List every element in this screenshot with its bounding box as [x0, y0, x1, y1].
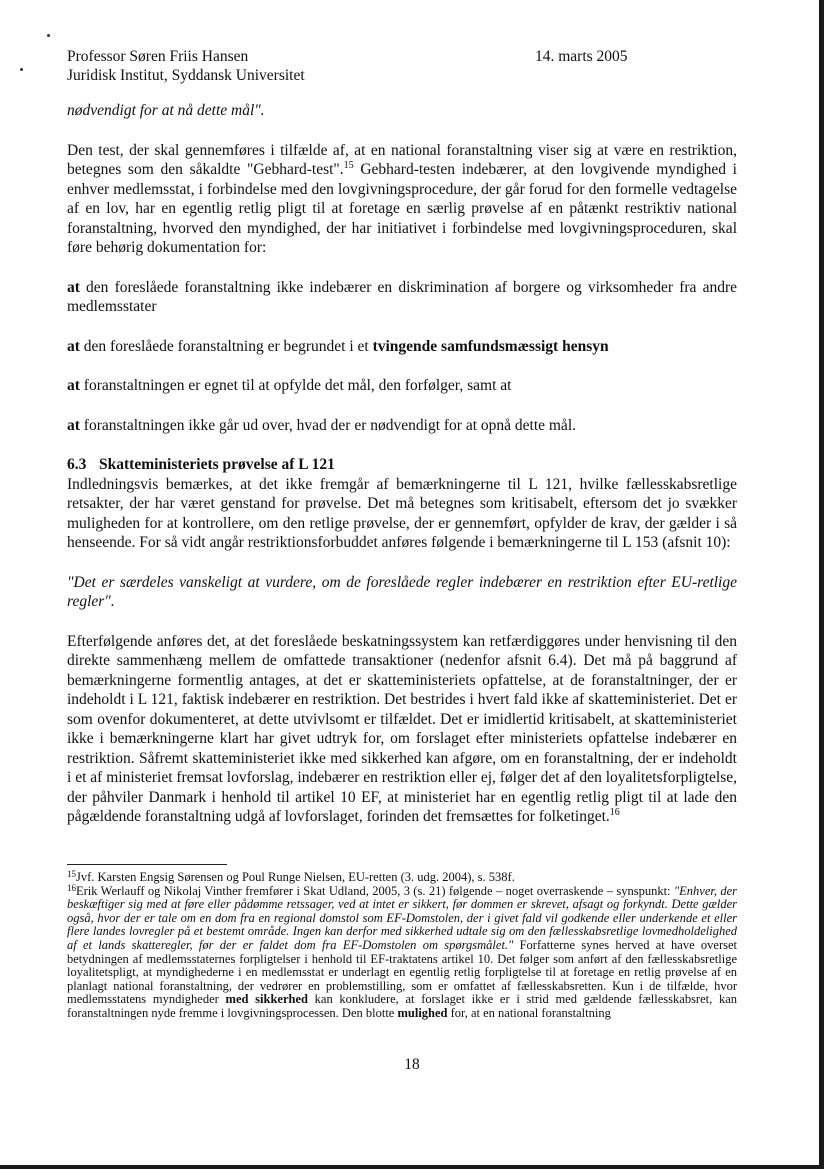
scan-speck	[47, 34, 50, 37]
page-number: 18	[404, 1056, 420, 1073]
scan-edge-right	[819, 0, 824, 1169]
main-content	[67, 101, 737, 827]
footnotes	[67, 871, 737, 1021]
paragraph-gebhard-test: Den test, der skal gennemføres i tilfælde af, at en national foranstaltning viser sig at være en restriktion, betegnes som den såkaldte "Gebhard-test".$^{15}$ Gebhard-testen indebærer, at den lovgivende myndighed i enhver medlemsstat, i forbindelse med den lovgivningsprocedure, der går forud for den formelle vedtagelse af en lov, har en egentlig retlig pligt til at foretage en særlig prøvelse af en påtænkt restriktiv national foranstaltning, hvorved den myndighed, der har initiativet i forbindelse med lovgivningsproceduren, skal føre behørig dokumentation for:	[67, 141, 737, 256]
section-number: 6.3	[67, 456, 87, 473]
criteria-item-1: at den foreslåede foranstaltning ikke indebærer en diskrimination af borgere og virksomheder fra andre medlemsstater	[67, 278, 737, 315]
paragraph-intro: Indledningsvis bemærkes, at det ikke fremgår af bemærkningerne til L 121, hvilke fællesskabsretlige retsakter, der har været genstand for prøvelse. Det må betegnes som kritisabelt, eftersom det jo svækker muligheden for at kontrollere, om den retlige prøvelse, der er gennemført, opfylder de krav, der gælder i så henseende. For så vidt angår restriktionsforbuddet anføres følgende i bemærkningerne til L 153 (afsnit 10):	[67, 475, 737, 551]
header-date: 14. marts 2005	[535, 48, 628, 65]
block-quote: "Det er særdeles vanskeligt at vurdere, om de foreslåede regler indebærer en restriktion efter EU-retlige regler".	[67, 573, 737, 610]
page-header	[67, 47, 305, 85]
footnote-15: $^{15}$Jvf. Karsten Engsig Sørensen og Poul Runge Nielsen, EU-retten (3. udg. 2004), s. 538f.	[67, 869, 515, 884]
paragraph-analysis: Efterfølgende anføres det, at det foreslåede beskatningssystem kan retfærdiggøres under henvisning til den direkte sammenhæng mellem de omfattede transaktioner (nedenfor afsnit 6.4). Det må på baggrund af bemærkningerne formentlig antages, at det er skatteministeriets opfattelse, at de foranstaltninger, der er indeholdt i L 121, faktisk indebærer en restriktion. Det bestrides i hvert fald ikke af skatteministeriet. Det er som ovenfor dokumenteret, at dette utvivlsomt er tilfældet. Det er imidlertid kritisabelt, at skatteministeriet ikke i bemærkningerne klart har givet udtryk for, om forslaget efter ministeriets opfattelse indebærer en restriktion. Såfremt skatteministeriet ikke med sikkerhed kan afgøre, om en foranstaltning, der er indeholdt i et af ministeriet fremsat lovforslag, indebærer en restriktion eller ej, følger det af den loyalitetsforpligtelse, der påhviler Danmark i henhold til artikel 10 EF, at ministeriet har en egentlig retlig pligt til at lade den pågældende foranstaltning udgå af lovforslaget, forinden det fremsættes for folketinget.$^{16}$	[67, 632, 737, 825]
footnote-ref-16: 16	[609, 807, 620, 818]
criteria-item-4: at foranstaltningen ikke går ud over, hvad der er nødvendigt for at opnå dette mål.	[67, 416, 576, 434]
section-heading	[67, 455, 737, 475]
criteria-item-2: at den foreslåede foranstaltning er begrundet i et tvingende samfundsmæssigt hensyn	[67, 337, 609, 355]
scan-speck	[20, 68, 23, 71]
quote-ending: nødvendigt for at nå dette mål".	[67, 102, 265, 119]
criteria-item-3: at foranstaltningen er egnet til at opfylde det mål, den forfølger, samt at	[67, 377, 512, 394]
scan-edge-bottom	[0, 1165, 824, 1169]
footnote-separator	[67, 864, 227, 865]
footnote-16: $^{16}$Erik Werlauff og Nikolaj Vinther fremfører i Skat Udland, 2005, 3 (s. 21) følgende – noget overraskende – synspunkt: "Enhver, der beskæftiger sig med at føre eller pådømme retssager, ved at intet er sikkert, før dommen er skrevet, afsagt og forkyndt. Dette gælder også, hvor der er tale om en dom fra en regional domstol som EF-Domstolen, der i givet fald vil godkende eller underkende et eller flere landes lovregler på et bestemt område. Ingen kan derfor med sikkerhed udtale sig om den fællesskabsretlige lovmedholdelighed af et lands skatteregler, før der er faldet dom fra EF-Domstolen om spørgsmålet." Forfatterne synes herved at have overset betydningen af medlemsstaternes forpligtelser i henhold til EF-traktatens artikel 10. Det følger som anført af den fællesskabsretlige loyalitetspligt, at myndighederne i en medlemsstat er underlagt en egentlig retlig forpligtelse til at foretage en retlig prøvelse af en planlagt national foranstaltning, der vedrører en problemstilling, som er omfattet af fællesskabsretten. Kun i de tilfælde, hvor medlemsstatens myndigheder med sikkerhed kan konkludere, at forslaget ikke er i strid med gældende fællesskabsret, kan foranstaltningen nyde fremme i lovgivningsprocessen. Den blotte mulighed for, at en national foranstaltning	[67, 882, 738, 1020]
footnote-ref-15: 15	[343, 160, 354, 171]
header-institution: Juridisk Institut, Syddansk Universitet	[67, 67, 305, 84]
section-title: Skatteministeriets prøvelse af L 121	[99, 456, 335, 473]
header-author: Professor Søren Friis Hansen	[67, 48, 249, 65]
